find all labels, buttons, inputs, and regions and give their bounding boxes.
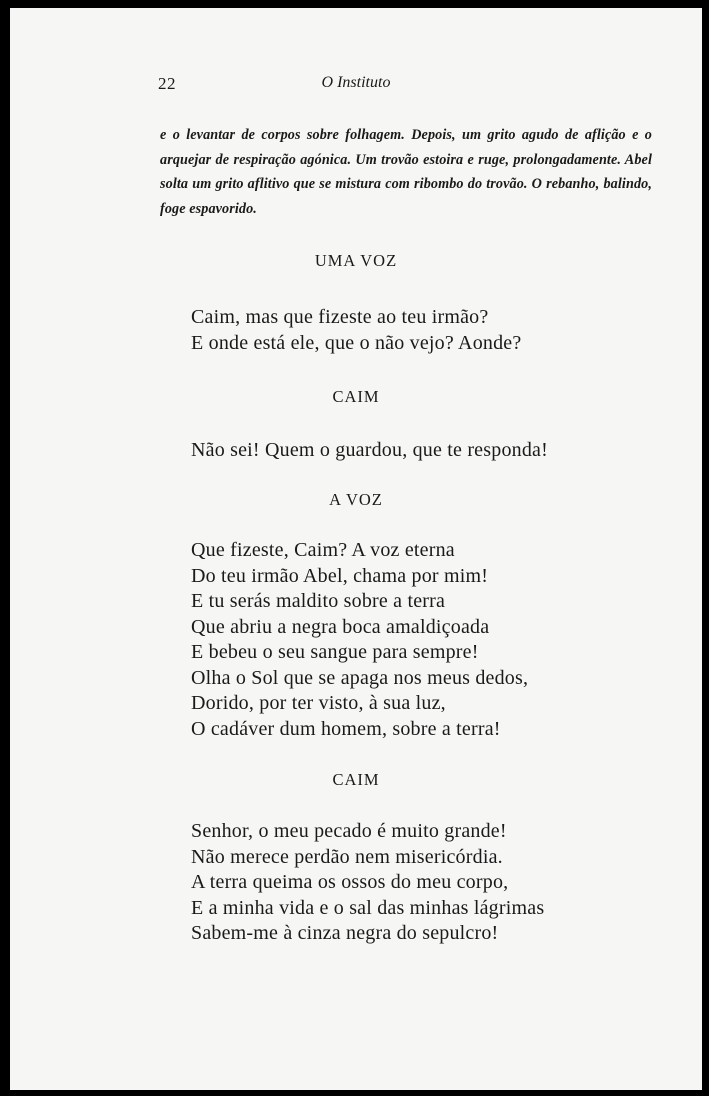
verse-line: Não sei! Quem o guardou, que te responda! <box>191 439 548 461</box>
verse-line: E tu serás maldito sobre a terra <box>191 590 446 612</box>
verse-line: O cadáver dum homem, sobre a terra! <box>191 717 501 740</box>
running-title: O Instituto <box>321 74 391 91</box>
speaker-heading: CAIM <box>332 770 380 789</box>
verse-line: Caim, mas que fizeste ao teu irmão? <box>191 306 489 328</box>
verse-line: A terra queima os ossos do meu corpo, <box>191 871 509 893</box>
verse-line: Sabem-me à cinza negra do sepulcro! <box>191 922 499 944</box>
verse-line: Olha o Sol que se apaga nos meus dedos, <box>191 666 529 689</box>
verse-line: E a minha vida e o sal das minhas lágrimas <box>191 896 545 919</box>
book-page <box>10 8 702 1090</box>
verse-line: E bebeu o seu sangue para sempre! <box>191 641 479 663</box>
verse-block <box>191 438 548 464</box>
verse-line: Senhor, o meu pecado é muito grande! <box>191 820 507 842</box>
page-header <box>10 74 702 98</box>
verse-line: Que abriu a negra boca amaldiçoada <box>191 615 490 638</box>
verse-line: Que fizeste, Caim? A voz eterna <box>191 539 455 561</box>
verse-line: Dorido, por ter visto, à sua luz, <box>191 692 446 714</box>
speaker-heading: UMA VOZ <box>314 251 398 270</box>
page-number: 22 <box>158 74 176 93</box>
speaker-heading: CAIM <box>332 387 380 406</box>
verse-block <box>191 538 528 742</box>
verse-block <box>191 305 521 356</box>
verse-line: E onde está ele, que o não vejo? Aonde? <box>191 331 522 354</box>
verse-line: Do teu irmão Abel, chama por mim! <box>191 564 489 587</box>
speaker-heading: A VOZ <box>329 490 383 509</box>
stage-direction: e o levantar de corpos sobre folhagem. Depois, um grito agudo de aflição e o arquejar de respiração agónica. Um trovão estoira e ruge, prolongadamente. Abel solta um grito aflitivo que se mistura com ribombo do trovão. O rebanho, balindo, foge espavorido. <box>160 127 652 217</box>
verse-block <box>191 819 544 947</box>
verse-line: Não merece perdão nem misericórdia. <box>191 845 503 868</box>
